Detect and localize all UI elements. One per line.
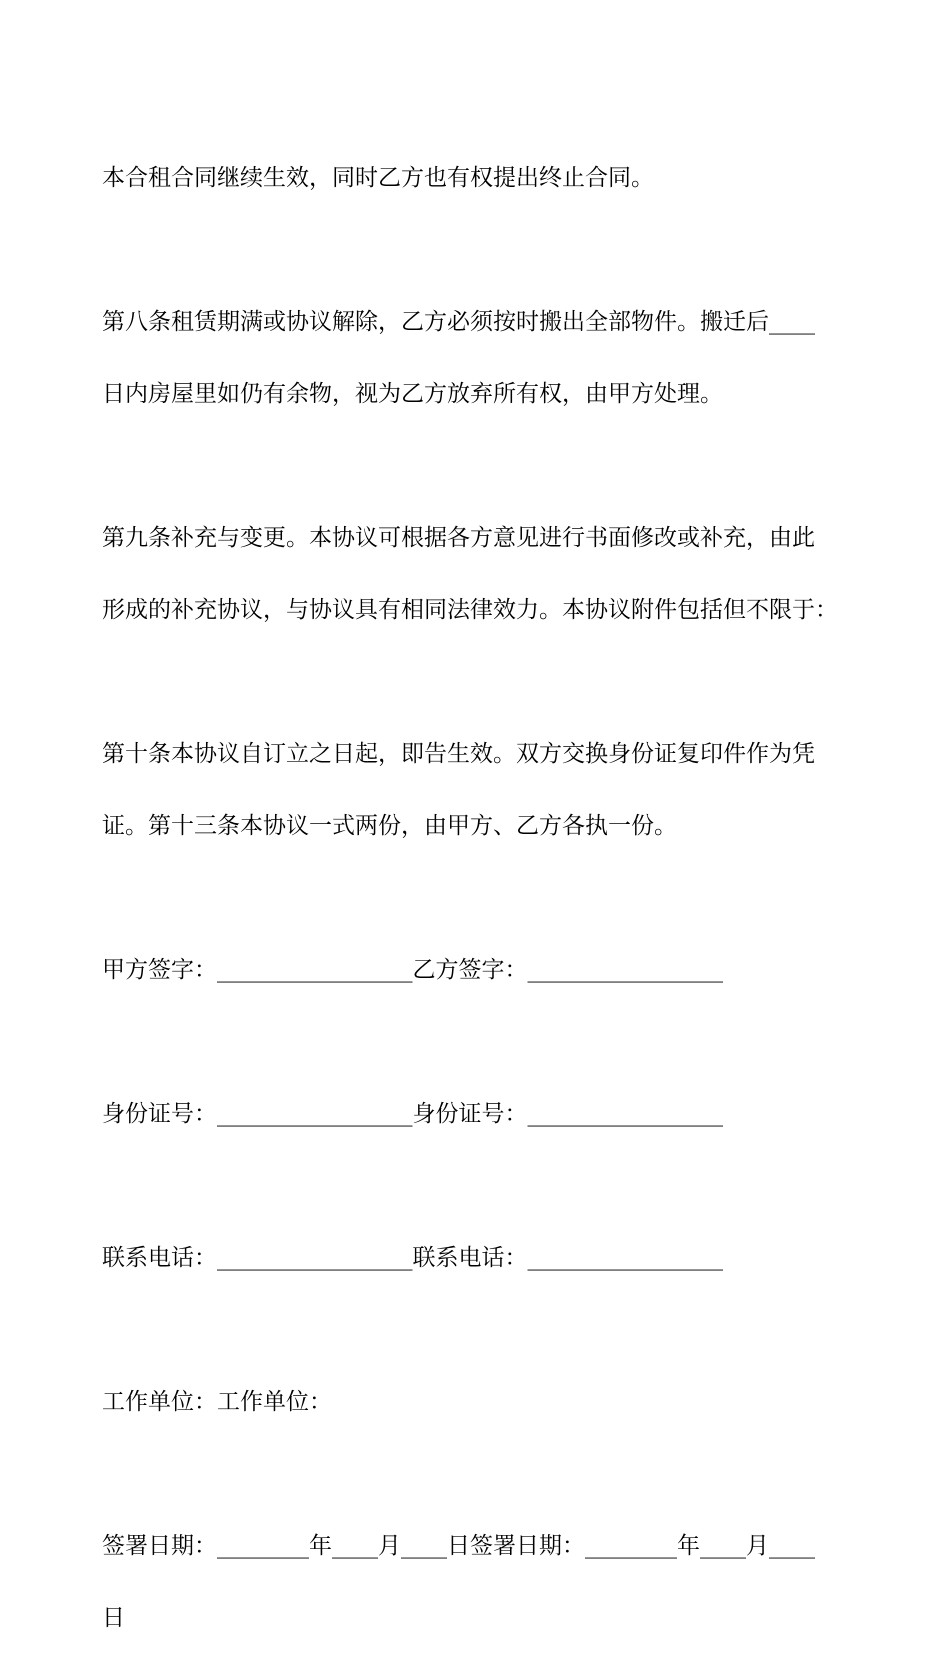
work-unit-row xyxy=(102,1342,852,1462)
text-line: 日 xyxy=(102,1605,125,1631)
text-line: 证。第十三条本协议一式两份，由甲方、乙方各执一份。 xyxy=(102,813,677,839)
clause-continue-paragraph xyxy=(102,118,852,238)
paragraph-gap xyxy=(102,1030,852,1054)
clause-8-paragraph xyxy=(102,262,852,454)
text-line: 签署日期：________年____月____日签署日期：________年____月____ xyxy=(102,1533,815,1559)
paragraph-gap xyxy=(102,238,852,262)
text-line: 第九条补充与变更。本协议可根据各方意见进行书面修改或补充，由此 xyxy=(102,525,815,551)
text-line: 身份证号：_________________身份证号：_________________ xyxy=(102,1101,723,1127)
signature-row xyxy=(102,910,852,1030)
paragraph-gap xyxy=(102,670,852,694)
clause-9-paragraph xyxy=(102,478,852,670)
document-page xyxy=(102,118,852,1678)
paragraph-gap xyxy=(102,1462,852,1486)
text-line: 工作单位：工作单位： xyxy=(102,1389,332,1415)
text-line: 日内房屋里如仍有余物，视为乙方放弃所有权，由甲方处理。 xyxy=(102,381,723,407)
text-line: 第八条租赁期满或协议解除，乙方必须按时搬出全部物件。搬迁后____ xyxy=(102,309,815,335)
id-number-row xyxy=(102,1054,852,1174)
paragraph-gap xyxy=(102,1174,852,1198)
clause-10-paragraph xyxy=(102,694,852,886)
text-line: 联系电话：_________________联系电话：_________________ xyxy=(102,1245,723,1271)
paragraph-gap xyxy=(102,454,852,478)
text-line: 第十条本协议自订立之日起，即告生效。双方交换身份证复印件作为凭 xyxy=(102,741,815,767)
paragraph-gap xyxy=(102,1318,852,1342)
paragraph-gap xyxy=(102,886,852,910)
text-line: 本合租合同继续生效，同时乙方也有权提出终止合同。 xyxy=(102,165,654,191)
text-line: 形成的补充协议，与协议具有相同法律效力。本协议附件包括但不限于： xyxy=(102,597,838,623)
phone-row xyxy=(102,1198,852,1318)
text-line: 甲方签字：_________________乙方签字：_________________ xyxy=(102,957,723,983)
sign-date-row xyxy=(102,1486,852,1678)
